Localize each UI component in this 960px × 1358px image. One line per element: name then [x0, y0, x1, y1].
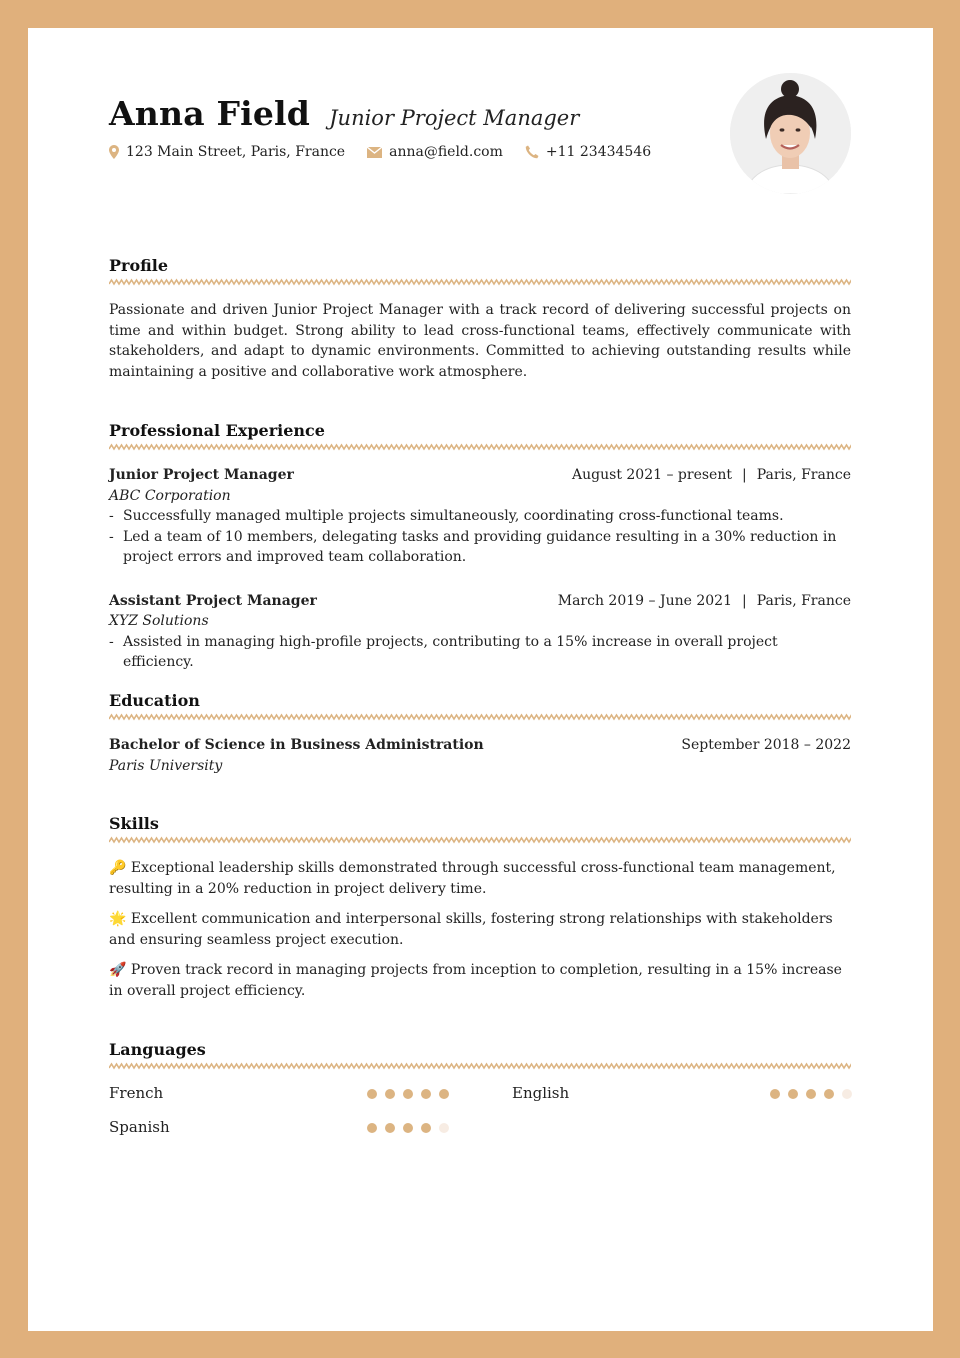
languages-heading: Languages	[109, 1040, 206, 1059]
name-line	[109, 94, 579, 133]
level-dot-filled	[788, 1089, 798, 1099]
email-text[interactable]: anna@field.com	[389, 144, 503, 160]
job-bullet-text: Assisted in managing high-profile projects, contributing to a 15% increase in overall project efficiency.	[123, 633, 778, 670]
language-level	[770, 1089, 852, 1099]
level-dot-filled	[367, 1089, 377, 1099]
heading-divider	[109, 713, 851, 721]
language-level	[367, 1089, 449, 1099]
resume-page	[28, 28, 933, 1331]
level-dot-filled	[385, 1123, 395, 1133]
heading-divider	[109, 443, 851, 451]
envelope-icon	[367, 147, 382, 158]
job-bullet-text: Successfully managed multiple projects simultaneously, coordinating cross-functional teams.	[123, 508, 784, 524]
phone-icon	[525, 145, 539, 159]
language-name: French	[109, 1084, 164, 1102]
key-icon: 🔑	[109, 860, 127, 876]
level-dot-filled	[806, 1089, 816, 1099]
contact-info	[109, 144, 673, 160]
job-company: ABC Corporation	[109, 487, 231, 504]
language-level	[367, 1123, 449, 1133]
contact-email[interactable]	[367, 144, 503, 160]
level-dot-filled	[421, 1123, 431, 1133]
contact-address	[109, 144, 345, 160]
school: Paris University	[109, 757, 223, 774]
map-pin-icon	[109, 145, 119, 159]
education-dates: September 2018 – 2022	[681, 737, 851, 753]
education-entry	[109, 735, 851, 776]
experience-section	[109, 421, 851, 673]
level-dot-filled	[770, 1089, 780, 1099]
contact-phone[interactable]	[525, 144, 651, 160]
language-name: English	[512, 1084, 570, 1102]
profile-section	[109, 256, 851, 382]
job-bullet: - Successfully managed multiple projects simultaneously, coordinating cross-functional teams.	[109, 506, 851, 527]
skill-item	[109, 858, 851, 899]
skill-item	[109, 909, 851, 950]
language-name: Spanish	[109, 1118, 170, 1136]
languages-section	[109, 1040, 851, 1154]
skills-section	[109, 814, 851, 1011]
level-dot-filled	[439, 1089, 449, 1099]
profile-heading: Profile	[109, 256, 169, 275]
phone-text[interactable]: +11 23434546	[545, 144, 652, 160]
address-text: 123 Main Street, Paris, France	[126, 144, 346, 160]
job-company: XYZ Solutions	[109, 613, 209, 629]
skill-text: Exceptional leadership skills demonstrated through successful cross-functional team management, resulting in a 20% reduction in project delivery time.	[109, 860, 836, 897]
experience-heading: Professional Experience	[109, 421, 325, 440]
job-dates: March 2019 – June 2021	[557, 592, 732, 609]
job-role: Junior Project Manager	[109, 467, 294, 483]
profile-text: Passionate and driven Junior Project Manager with a track record of delivering successful projects on time and within budget. Strong ability to lead cross-functional teams, effectively communicate with stakeholders, and adapt to dynamic environments. Committed to achieving outstanding results while maintaining a positive and collaborative work atmosphere.	[109, 302, 851, 380]
job-location: Paris, France	[756, 467, 851, 483]
level-dot-filled	[403, 1089, 413, 1099]
level-dot-filled	[403, 1123, 413, 1133]
job-dates: August 2021 – present	[572, 467, 732, 483]
job-title: Junior Project Manager	[329, 106, 580, 130]
skill-text: Proven track record in managing projects from inception to completion, resulting in a 15% increase in overall project efficiency.	[109, 962, 842, 999]
skill-text: Excellent communication and interpersonal skills, fostering strong relationships with stakeholders and ensuring seamless project execution.	[109, 911, 833, 948]
level-dot-filled	[421, 1089, 431, 1099]
education-heading: Education	[109, 691, 200, 710]
level-dot-empty	[842, 1089, 852, 1099]
job-bullet-text: Led a team of 10 members, delegating tasks and providing guidance resulting in a 30% reduction in project errors and improved team collaboration.	[123, 528, 837, 565]
level-dot-filled	[824, 1089, 834, 1099]
header	[109, 28, 851, 228]
job-role: Assistant Project Manager	[109, 592, 317, 609]
level-dot-empty	[439, 1123, 449, 1133]
level-dot-filled	[367, 1123, 377, 1133]
skill-item	[109, 960, 851, 1001]
languages-grid	[109, 1084, 851, 1154]
job-meta: March 2019 – June 2021 | Paris, France	[557, 592, 851, 609]
profile-photo	[730, 73, 851, 194]
heading-divider	[109, 836, 851, 844]
heading-divider	[109, 1062, 851, 1070]
level-dot-filled	[385, 1089, 395, 1099]
candidate-name: Anna Field	[109, 94, 311, 133]
skills-heading: Skills	[109, 814, 159, 833]
degree: Bachelor of Science in Business Administration	[109, 737, 484, 753]
job-entry	[109, 591, 851, 673]
rocket-icon: 🚀	[109, 962, 127, 978]
education-section	[109, 691, 851, 776]
job-bullet: - Assisted in managing high-profile projects, contributing to a 15% increase in overall project efficiency.	[109, 632, 851, 673]
portrait-image	[730, 73, 851, 194]
job-entry	[109, 465, 851, 568]
job-location: Paris, France	[756, 592, 851, 609]
heading-divider	[109, 278, 851, 286]
job-bullet: - Led a team of 10 members, delegating tasks and providing guidance resulting in a 30% reduction in project errors and improved team collaboration.	[109, 527, 851, 568]
job-meta: August 2021 – present | Paris, France	[572, 467, 851, 483]
star-icon: 🌟	[109, 911, 127, 927]
